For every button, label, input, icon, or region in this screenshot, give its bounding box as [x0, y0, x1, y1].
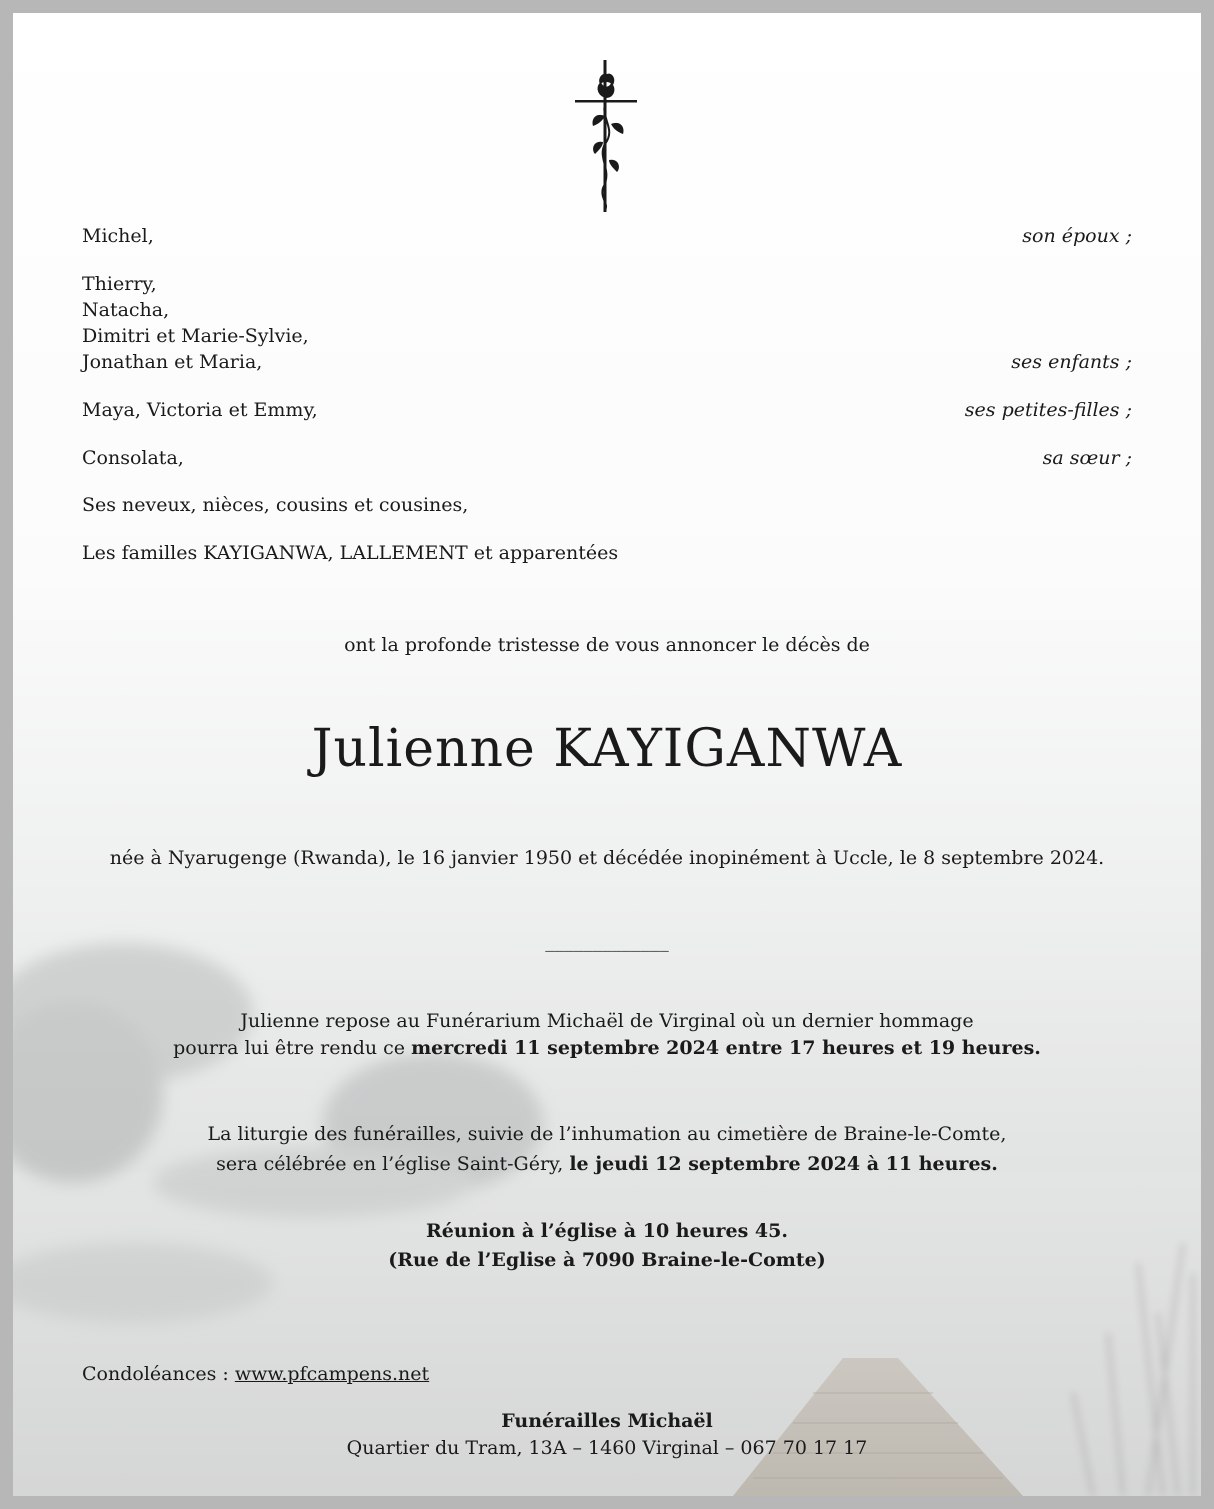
sister-name: Consolata,: [82, 447, 184, 469]
deceased-first-name: Julienne: [311, 719, 536, 779]
extended-family: Ses neveux, nièces, cousins et cousines,: [82, 494, 469, 516]
children-relation: ses enfants ;: [1011, 351, 1132, 373]
funeral-home-title: Funérailles Michaël: [501, 1410, 713, 1432]
grandchildren-relation: ses petites-filles ;: [964, 399, 1132, 421]
meeting-time: Réunion à l’église à 10 heures 45.: [426, 1220, 788, 1242]
families: Les familles KAYIGANWA, LALLEMENT et apparentées: [82, 542, 619, 564]
meeting-address: (Rue de l’Eglise à 7090 Braine-le-Comte): [388, 1249, 826, 1271]
grandchildren-names: Maya, Victoria et Emmy,: [82, 399, 318, 421]
child-name: Jonathan et Maria,: [82, 351, 263, 373]
condolences: [82, 1361, 429, 1387]
meeting-line-2: [13, 1246, 1201, 1274]
spouse-relation: son époux ;: [1022, 225, 1132, 247]
child-name: Natacha,: [82, 299, 170, 321]
separator: _____________: [545, 930, 669, 952]
announcement-text: ont la profonde tristesse de vous annoncer le décès de: [344, 634, 870, 656]
condolences-link[interactable]: www.pfcampens.net: [234, 1363, 430, 1385]
funeral-home-name: [13, 1407, 1201, 1435]
child-name: Dimitri et Marie-Sylvie,: [82, 325, 309, 347]
funeral-datetime: le jeudi 12 septembre 2024 à 11 heures.: [569, 1153, 998, 1175]
cross-rose-icon: [573, 58, 641, 216]
obituary-card: [13, 13, 1201, 1496]
visitation-line-1: Julienne repose au Funérarium Michaël de Virginal où un dernier hommage: [240, 1010, 974, 1032]
birth-death-text: née à Nyarugenge (Rwanda), le 16 janvier 1950 et décédée inopinément à Uccle, le 8 septembre 2024.: [109, 847, 1105, 869]
visitation-datetime: mercredi 11 septembre 2024 entre 17 heures et 19 heures.: [411, 1037, 1041, 1059]
deceased-name: [13, 719, 1201, 779]
funeral-line-1: La liturgie des funérailles, suivie de l’inhumation au cimetière de Braine-le-Comte,: [207, 1123, 1007, 1145]
meeting-line-1: [13, 1217, 1201, 1245]
condolences-label: Condoléances :: [82, 1363, 235, 1385]
visitation-line-2: [13, 1034, 1201, 1062]
visitation-prefix: pourra lui être rendu ce: [173, 1037, 412, 1059]
children-row: [82, 271, 1132, 375]
sister-relation: sa sœur ;: [1042, 447, 1132, 469]
deceased-last-name: KAYIGANWA: [553, 719, 903, 779]
spouse-name: Michel,: [82, 225, 154, 247]
funeral-prefix: sera célébrée en l’église Saint-Géry,: [216, 1153, 570, 1175]
funeral-home-address: Quartier du Tram, 13A – 1460 Virginal – 067 70 17 17: [346, 1437, 868, 1459]
child-name: Thierry,: [82, 273, 157, 295]
funeral-line-2: [13, 1150, 1201, 1178]
